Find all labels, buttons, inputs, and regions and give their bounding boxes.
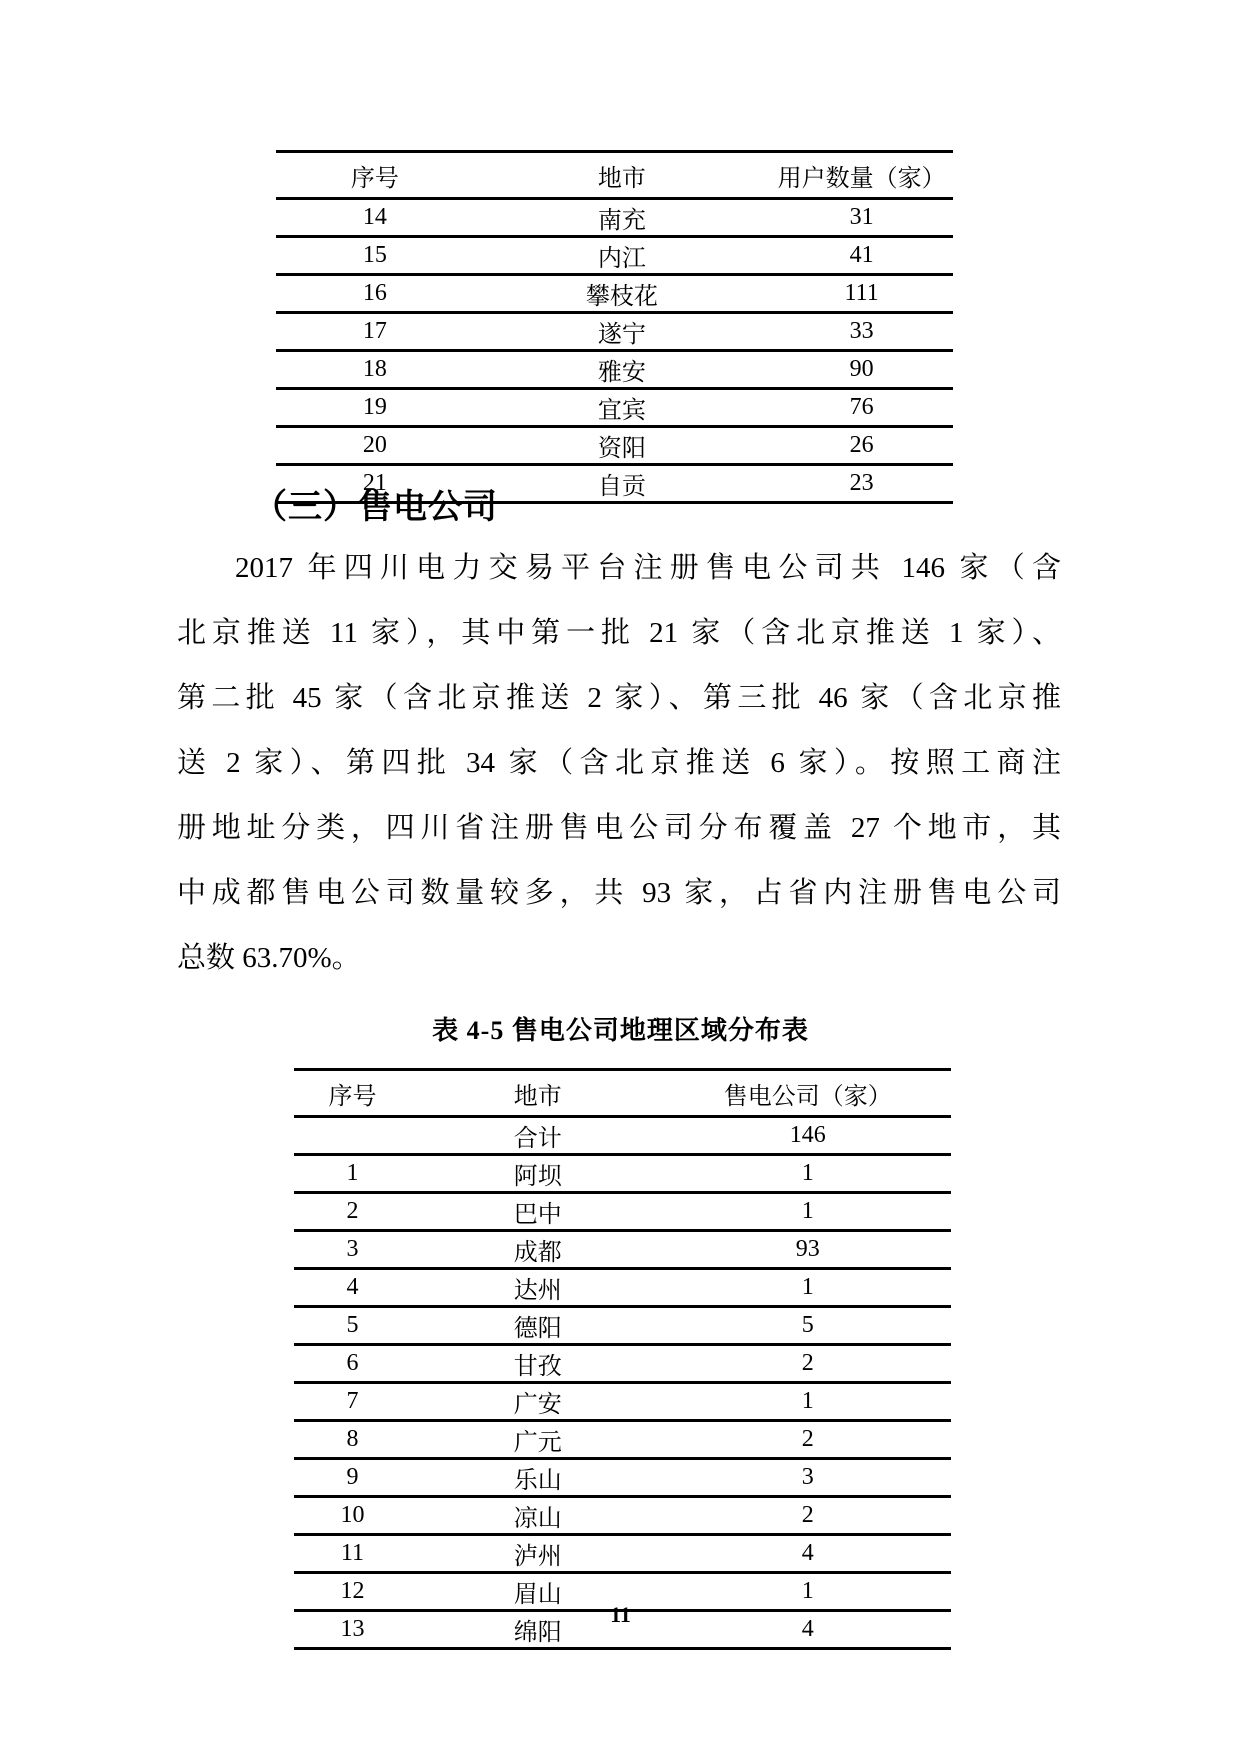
table-row	[276, 199, 953, 237]
cell: 4	[665, 1535, 951, 1573]
cell: 泸州	[411, 1535, 665, 1573]
cell: 11	[294, 1535, 411, 1573]
cell: 41	[770, 237, 953, 275]
cell: 21	[276, 465, 474, 503]
cell: 17	[276, 313, 474, 351]
cell: 4	[665, 1611, 951, 1649]
table-row	[294, 1421, 951, 1459]
paragraph-line: 2017 年四川电力交易平台注册售电公司共 146 家（含	[235, 552, 1061, 584]
table-row	[294, 1383, 951, 1421]
cell: 26	[770, 427, 953, 465]
cell: 19	[276, 389, 474, 427]
cell: 甘孜	[411, 1345, 665, 1383]
cell: 8	[294, 1421, 411, 1459]
cell: 1	[665, 1383, 951, 1421]
cell: 9	[294, 1459, 411, 1497]
cell: 20	[276, 427, 474, 465]
cell: 14	[276, 199, 474, 237]
cell: 资阳	[474, 427, 771, 465]
cell: 遂宁	[474, 313, 771, 351]
cell: 德阳	[411, 1307, 665, 1345]
cell: 广安	[411, 1383, 665, 1421]
cell: 绵阳	[411, 1611, 665, 1649]
cell: 眉山	[411, 1573, 665, 1611]
cell: 3	[665, 1459, 951, 1497]
table-header-row	[276, 152, 953, 199]
cell: 23	[770, 465, 953, 503]
cell: 1	[665, 1193, 951, 1231]
cell: 90	[770, 351, 953, 389]
table-row	[294, 1231, 951, 1269]
cell: 2	[665, 1345, 951, 1383]
paragraph-line: 送 2 家）、第四批 34 家（含北京推送 6 家）。按照工商注	[177, 747, 1061, 779]
column-header-user-count: 用户数量（家）	[770, 152, 953, 199]
column-header-city: 地市	[411, 1070, 665, 1117]
cell: 2	[294, 1193, 411, 1231]
cell: 雅安	[474, 351, 771, 389]
cell: 13	[294, 1611, 411, 1649]
cell: 76	[770, 389, 953, 427]
cell: 宜宾	[474, 389, 771, 427]
body-paragraph	[177, 536, 1061, 991]
table-row	[294, 1497, 951, 1535]
cell	[294, 1117, 411, 1155]
table-row	[294, 1307, 951, 1345]
paragraph-line: 北京推送 11 家），其中第一批 21 家（含北京推送 1 家）、	[177, 617, 1061, 649]
table-row	[294, 1459, 951, 1497]
paragraph-line: 册地址分类，四川省注册售电公司分布覆盖 27 个地市，其	[177, 812, 1061, 844]
table-row	[276, 275, 953, 313]
table-row	[294, 1155, 951, 1193]
cell: 成都	[411, 1231, 665, 1269]
cell: 内江	[474, 237, 771, 275]
page-number: 11	[610, 1602, 631, 1627]
table-body	[276, 199, 953, 503]
cell: 1	[665, 1155, 951, 1193]
cell: 凉山	[411, 1497, 665, 1535]
cell: 南充	[474, 199, 771, 237]
table-row	[276, 313, 953, 351]
users-by-city-table	[276, 150, 953, 504]
column-header-company-count: 售电公司（家）	[665, 1070, 951, 1117]
paragraph-line: 中成都售电公司数量较多，共 93 家，占省内注册售电公司	[177, 877, 1061, 909]
column-header-index: 序号	[276, 152, 474, 199]
cell: 93	[665, 1231, 951, 1269]
column-header-city: 地市	[474, 152, 771, 199]
cell: 16	[276, 275, 474, 313]
table-row	[294, 1535, 951, 1573]
table-body	[294, 1117, 951, 1649]
cell: 7	[294, 1383, 411, 1421]
table-row	[276, 237, 953, 275]
column-header-index: 序号	[294, 1070, 411, 1117]
table-row	[294, 1269, 951, 1307]
paragraph-line: 第二批 45 家（含北京推送 2 家）、第三批 46 家（含北京推	[177, 682, 1061, 714]
table-row	[294, 1117, 951, 1155]
cell: 31	[770, 199, 953, 237]
table-caption: 表 4-5 售电公司地理区域分布表	[432, 1016, 809, 1045]
section-heading: （三）售电公司	[253, 489, 498, 526]
cell: 自贡	[474, 465, 771, 503]
cell: 乐山	[411, 1459, 665, 1497]
cell: 攀枝花	[474, 275, 771, 313]
table-row	[294, 1193, 951, 1231]
cell: 12	[294, 1573, 411, 1611]
cell: 5	[294, 1307, 411, 1345]
cell: 146	[665, 1117, 951, 1155]
cell: 3	[294, 1231, 411, 1269]
table-header-row	[294, 1070, 951, 1117]
cell: 2	[665, 1421, 951, 1459]
table-row	[294, 1345, 951, 1383]
cell: 15	[276, 237, 474, 275]
retail-companies-table	[294, 1068, 951, 1650]
cell: 6	[294, 1345, 411, 1383]
cell: 2	[665, 1497, 951, 1535]
cell: 1	[665, 1573, 951, 1611]
table-row	[276, 389, 953, 427]
table-row	[276, 427, 953, 465]
table-row	[276, 351, 953, 389]
cell: 4	[294, 1269, 411, 1307]
cell: 18	[276, 351, 474, 389]
cell: 广元	[411, 1421, 665, 1459]
cell: 阿坝	[411, 1155, 665, 1193]
cell: 达州	[411, 1269, 665, 1307]
cell: 33	[770, 313, 953, 351]
cell: 1	[665, 1269, 951, 1307]
cell: 巴中	[411, 1193, 665, 1231]
cell: 10	[294, 1497, 411, 1535]
cell: 1	[294, 1155, 411, 1193]
cell: 5	[665, 1307, 951, 1345]
paragraph-line: 总数 63.70%。	[177, 942, 361, 974]
cell: 111	[770, 275, 953, 313]
cell: 合计	[411, 1117, 665, 1155]
